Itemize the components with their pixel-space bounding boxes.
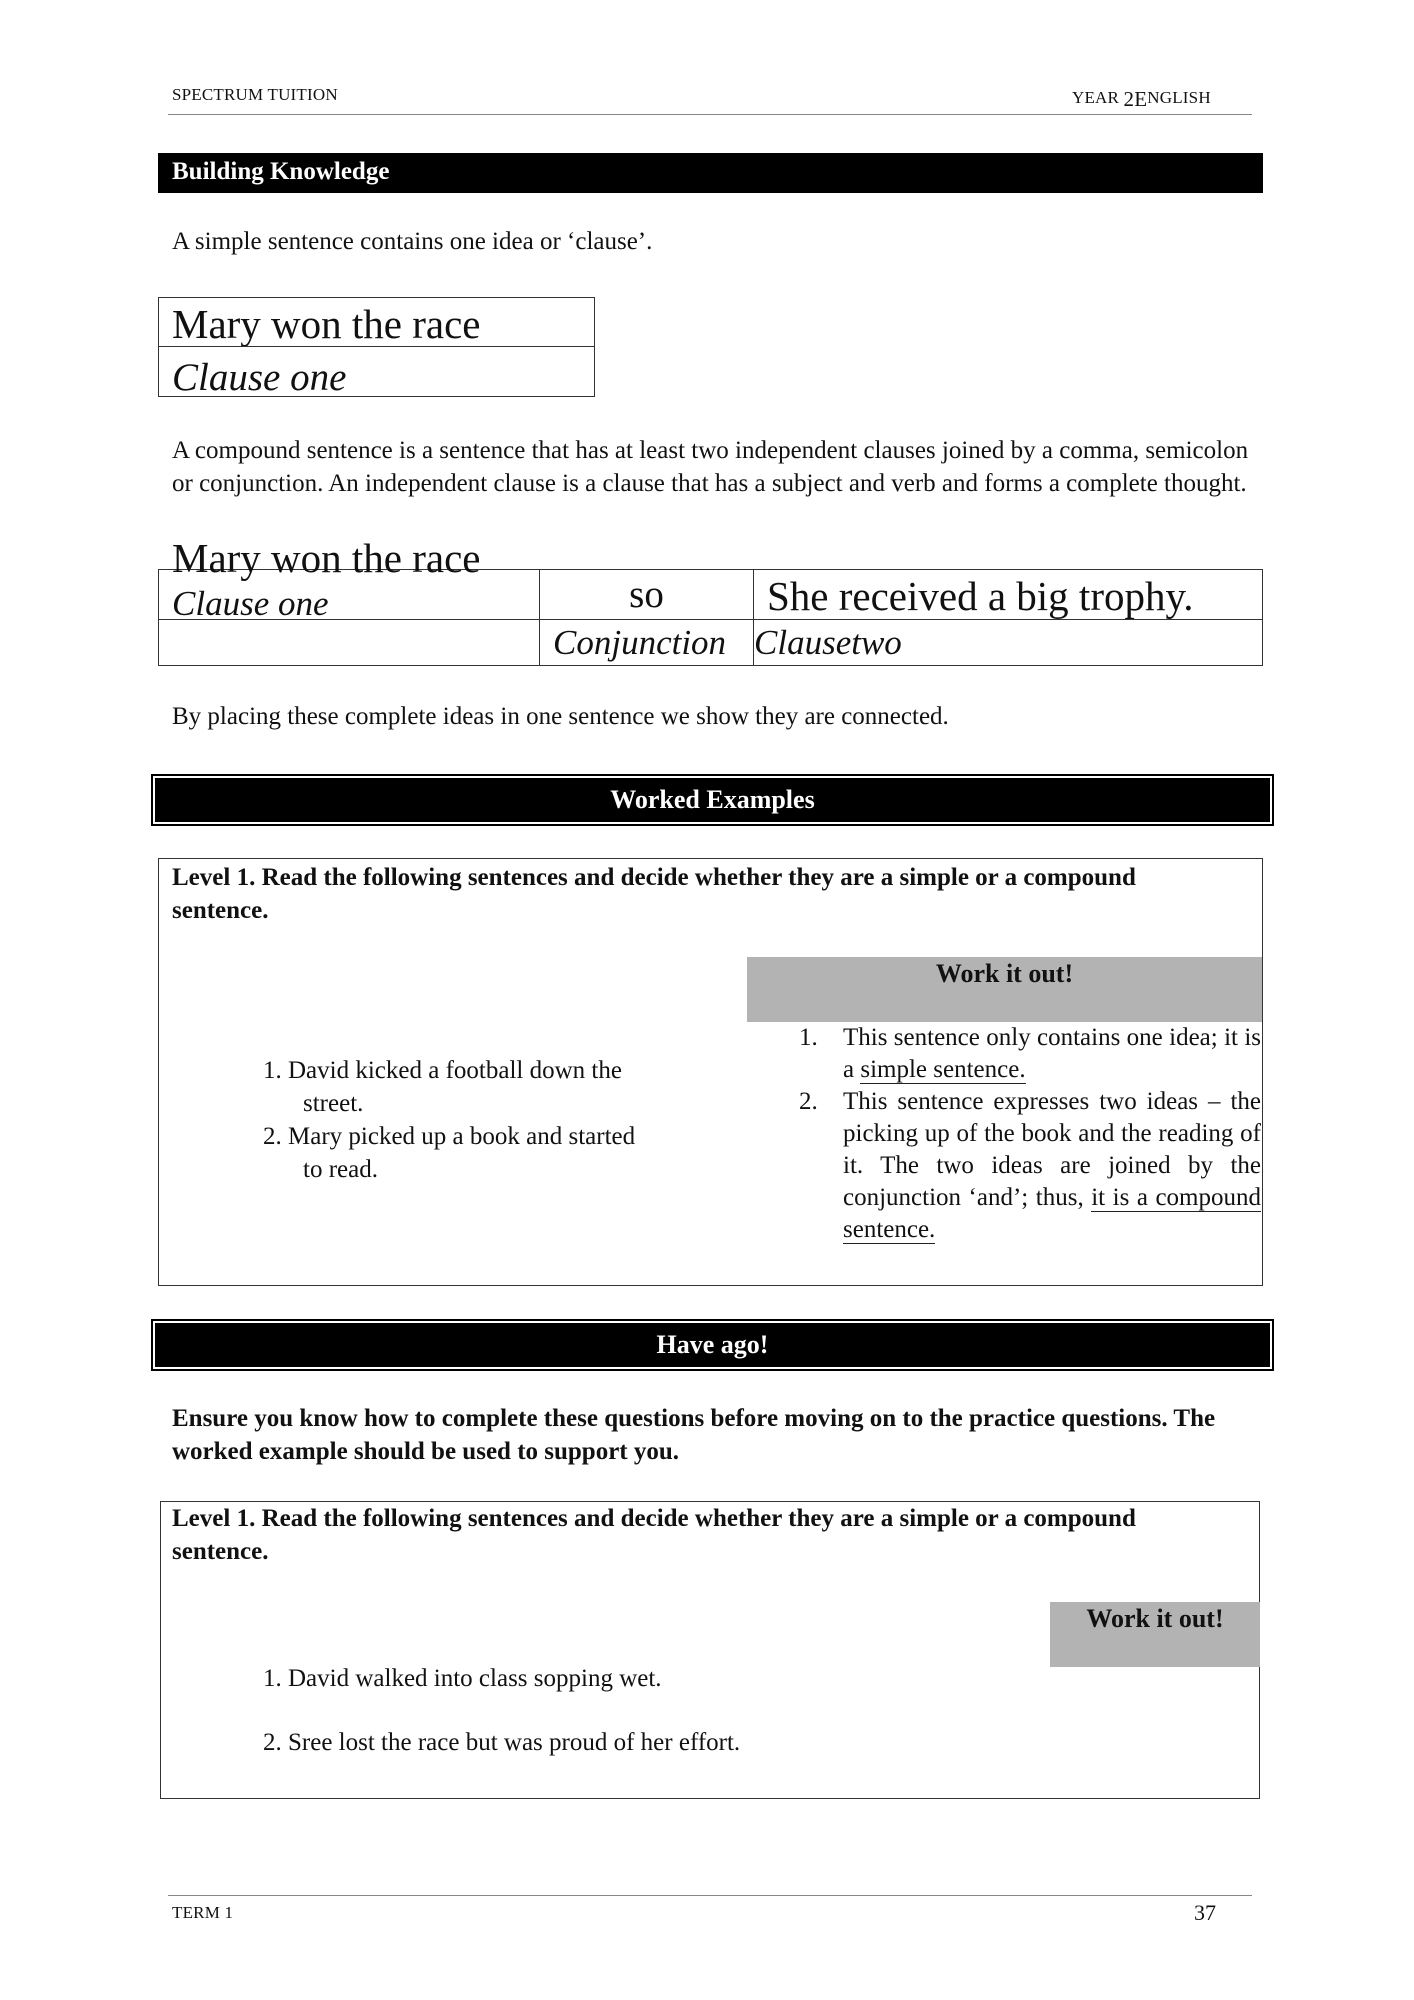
compound-table-clause2 — [753, 569, 1263, 620]
worked-examples-bar — [155, 778, 1270, 822]
worked-sentence-1 — [263, 1054, 703, 1087]
compound-table-conjunction — [539, 569, 754, 620]
have-a-go-instruction: Level 1. Read the following sentences and decide whether they are a simple or a compound sentence. — [172, 1505, 1136, 1565]
simple-clause-label: Clause one — [172, 356, 347, 399]
have-a-go-title: Have ago! — [656, 1330, 769, 1359]
worked-sentence-1-cont: street. — [303, 1090, 364, 1117]
clause-two-label: Clausetwo — [754, 623, 902, 662]
have-a-go-work-label: Work it out! — [1086, 1604, 1224, 1633]
sentence-number: 2. — [263, 1123, 282, 1150]
sentence-text: David kicked a football down the — [288, 1057, 622, 1084]
answer-1 — [799, 1022, 1261, 1086]
have-a-go-box — [160, 1501, 1260, 1799]
header-left: SPECTRUM TUITION — [172, 85, 338, 104]
compound-table-empty — [158, 619, 540, 666]
compound-sentence-intro: A compound sentence is a sentence that has at least two independent clauses joined by a comma, semicolon or conjunction. An independent clause is a clause that has a subject and verb and forms a complete thought. — [172, 437, 1249, 497]
header-rule — [168, 114, 1252, 115]
compound-conjunction: so — [629, 573, 664, 616]
building-knowledge-bar — [158, 153, 1263, 193]
footer-rule — [168, 1895, 1252, 1896]
worked-sentence-2 — [263, 1120, 703, 1153]
worked-answers — [799, 1022, 1261, 1246]
worked-instruction: Level 1. Read the following sentences and decide whether they are a simple or a compound sentence. — [172, 864, 1136, 924]
have-a-go-sentence-1: 1. David walked into class sopping wet. — [263, 1665, 662, 1692]
building-knowledge-title: Building Knowledge — [172, 158, 390, 185]
compound-clause-two: She received a big trophy. — [767, 573, 1194, 619]
have-a-go-work-panel — [1050, 1602, 1260, 1667]
work-it-out-label: Work it out! — [935, 959, 1074, 988]
answer-number: 2. — [799, 1088, 818, 1115]
compound-clause1-label: Clause one — [172, 584, 329, 623]
worked-examples-box — [158, 858, 1263, 1286]
worked-sentence-2-cont: to read. — [303, 1156, 378, 1183]
answer-text: This sentence only contains one idea; it is a simple sentence. — [843, 1024, 1261, 1083]
conjunction-label: Conjunction — [553, 623, 727, 662]
simple-sentence-text: Mary won the race — [172, 301, 481, 347]
header-year-number: 2 — [1123, 87, 1135, 111]
header-right — [1072, 84, 1211, 109]
simple-table-sentence — [158, 297, 595, 347]
compound-table-clause2-label — [753, 619, 1263, 666]
simple-table-label — [158, 346, 595, 397]
compound-sentence-answer: it is a compound sentence. — [843, 1184, 1262, 1243]
sentence-text: Mary picked up a book and started — [288, 1123, 636, 1150]
simple-sentence-intro: A simple sentence contains one idea or ‘clause’. — [172, 228, 653, 255]
footer-page-number: 37 — [1194, 1900, 1216, 1925]
work-it-out-panel — [747, 957, 1262, 1022]
answer-2 — [799, 1086, 1261, 1246]
simple-sentence-answer: simple sentence. — [860, 1056, 1026, 1083]
worked-examples-title: Worked Examples — [610, 785, 815, 814]
have-a-go-note: Ensure you know how to complete these questions before moving on to the practice questions. The worked example should be used to support you. — [172, 1405, 1216, 1465]
footer-term: TERM 1 — [172, 1903, 234, 1922]
have-a-go-sentence-2: 2. Sree lost the race but was proud of her effort. — [263, 1729, 741, 1756]
sentence-number: 1. — [263, 1057, 282, 1084]
compound-clause-one: Mary won the race — [172, 535, 481, 581]
have-a-go-bar — [155, 1323, 1270, 1367]
worked-sentence-list — [263, 1054, 703, 1186]
header-year: YEAR — [1072, 88, 1120, 107]
compound-table-conj-label — [539, 619, 754, 666]
header-subject-cap: E — [1134, 87, 1148, 111]
connection-conclusion: By placing these complete ideas in one sentence we show they are connected. — [172, 703, 949, 730]
header-subject: NGLISH — [1147, 88, 1211, 107]
answer-number: 1. — [799, 1024, 818, 1051]
answer-text: This sentence expresses two ideas – the picking up of the book and the reading of it. The two ideas are joined by the conjunction ‘and’; thus, it is a compound sentence. — [843, 1088, 1262, 1243]
